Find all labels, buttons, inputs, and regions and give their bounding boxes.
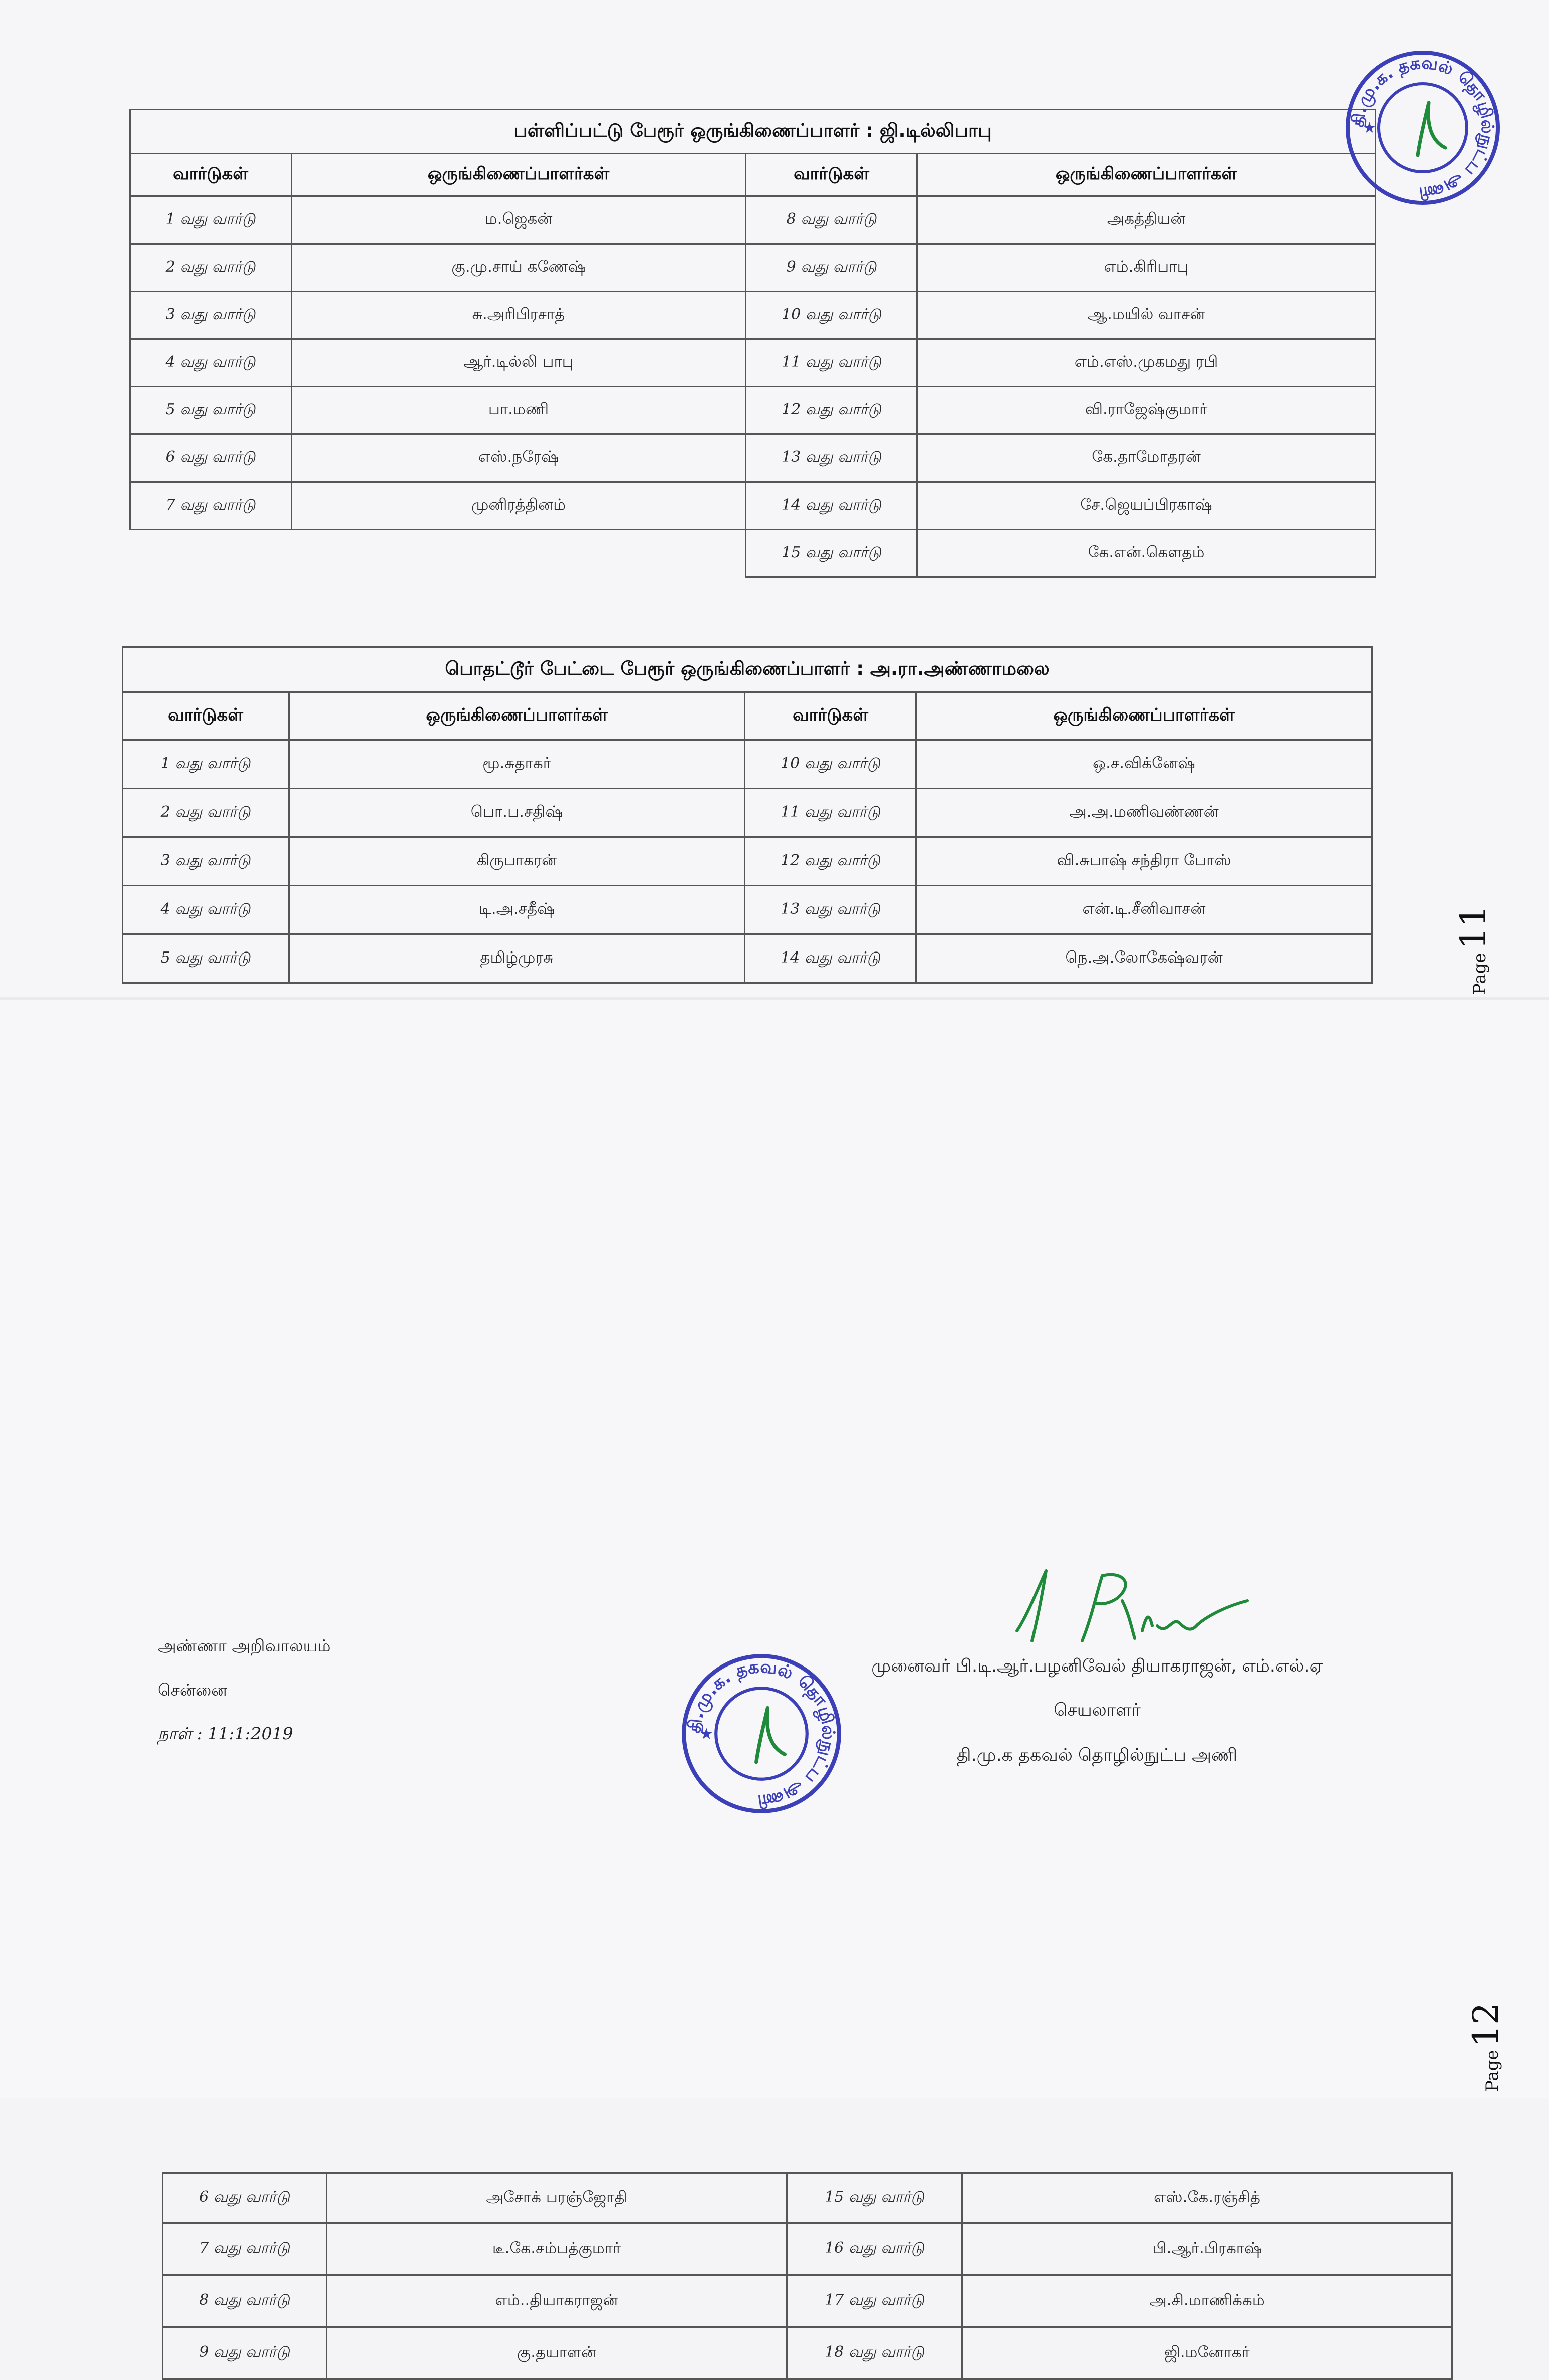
ward-cell: 2 வது வார்டு (130, 244, 292, 292)
page-number: Page12 (1465, 2002, 1506, 2092)
coordinator-cell: அ.அ.மணிவண்ணன் (916, 789, 1372, 837)
coordinator-cell: டீ.கே.சம்பத்குமார் (327, 2223, 787, 2275)
column-header-wards: வார்டுகள் (130, 154, 292, 196)
coordinator-cell: எஸ்.கே.ரஞ்சித் (962, 2173, 1452, 2223)
ward-cell: 14 வது வார்டு (746, 482, 917, 530)
pothatturpettai-ward-table-continued (162, 2172, 1453, 2380)
coordinator-cell: கு.மு.சாய் கணேஷ் (292, 244, 746, 292)
coordinator-cell: வி.சுபாஷ் சந்திரா போஸ் (916, 837, 1372, 886)
footer-city: சென்னை (158, 1680, 228, 1700)
coordinator-cell: கே.தாமோதரன் (917, 434, 1376, 482)
column-header-coordinators: ஒருங்கிணைப்பாளர்கள் (289, 692, 745, 740)
ward-cell: 1 வது வார்டு (130, 196, 292, 244)
stamp-text: தி.மு.க. தகவல் தொழில்நுட்ப அணி (684, 1656, 839, 1812)
signatory-name: முனைவர் பி.டி.ஆர்.பழனிவேல் தியாகராஜன், எம்.எல்.ஏ (871, 1656, 1323, 1676)
footer-place: அண்ணா அறிவாலயம் (158, 1636, 331, 1655)
coordinator-cell: என்.டி.சீனிவாசன் (916, 886, 1372, 934)
coordinator-cell: ஆ.மயில் வாசன் (917, 292, 1376, 339)
ward-cell: 1 வது வார்டு (123, 740, 289, 789)
column-header-coordinators: ஒருங்கிணைப்பாளர்கள் (917, 154, 1376, 196)
coordinator-cell: அகத்தியன் (917, 196, 1376, 244)
column-header-coordinators: ஒருங்கிணைப்பாளர்கள் (292, 154, 746, 196)
table-row (130, 530, 1376, 577)
table-row (130, 292, 1376, 339)
coordinator-cell: அசோக் பரஞ்ஜோதி (327, 2173, 787, 2223)
coordinator-cell: கு.தயாளன் (327, 2327, 787, 2379)
table-row (123, 740, 1372, 789)
pallipattu-ward-table (129, 109, 1376, 578)
coordinator-cell: கே.என்.கௌதம் (917, 530, 1376, 577)
table-row (130, 196, 1376, 244)
ward-cell: 14 வது வார்டு (745, 934, 916, 983)
svg-text:★: ★ (699, 1725, 713, 1743)
ward-cell: 6 வது வார்டு (130, 434, 292, 482)
stamp-text: தி.மு.க. தகவல் தொழில்நுட்ப அணி (1348, 53, 1498, 204)
coordinator-cell: ஜி.மனோகர் (962, 2327, 1452, 2379)
ward-cell: 15 வது வார்டு (787, 2173, 962, 2223)
ward-cell: 8 வது வார்டு (746, 196, 917, 244)
page-12 (0, 1000, 1549, 2361)
coordinator-cell: நெ.அ.லோகேஷ்வரன் (916, 934, 1372, 983)
coordinator-cell: தமிழ்முரசு (289, 934, 745, 983)
ward-cell: 4 வது வார்டு (123, 886, 289, 934)
ward-cell: 17 வது வார்டு (787, 2275, 962, 2327)
ward-cell: 10 வது வார்டு (746, 292, 917, 339)
ward-cell: 9 வது வார்டு (163, 2327, 327, 2379)
column-header-wards: வார்டுகள் (745, 692, 916, 740)
coordinator-cell: சே.ஜெயப்பிரகாஷ் (917, 482, 1376, 530)
ward-cell: 4 வது வார்டு (130, 339, 292, 387)
ward-cell: 10 வது வார்டு (745, 740, 916, 789)
ward-cell: 7 வது வார்டு (163, 2223, 327, 2275)
ward-cell: 12 வது வார்டு (746, 387, 917, 434)
table-title: பொதட்டூர் பேட்டை பேரூர் ஒருங்கிணைப்பாளர் : அ.ரா.அண்ணாமலை (123, 647, 1372, 692)
coordinator-cell: பி.ஆர்.பிரகாஷ் (962, 2223, 1452, 2275)
table-row (123, 837, 1372, 886)
coordinator-cell: எஸ்.நரேஷ் (292, 434, 746, 482)
column-header-wards: வார்டுகள் (123, 692, 289, 740)
page-11 (0, 0, 1549, 1000)
column-header-coordinators: ஒருங்கிணைப்பாளர்கள் (916, 692, 1372, 740)
page-number: Page11 (1453, 905, 1494, 995)
ward-cell: 3 வது வார்டு (130, 292, 292, 339)
coordinator-cell: வி.ராஜேஷ்குமார் (917, 387, 1376, 434)
table-row (163, 2327, 1452, 2379)
ward-cell: 9 வது வார்டு (746, 244, 917, 292)
ward-cell: 6 வது வார்டு (163, 2173, 327, 2223)
coordinator-cell: கிருபாகரன் (289, 837, 745, 886)
table-row (130, 339, 1376, 387)
coordinator-cell: மூ.சுதாகர் (289, 740, 745, 789)
ward-cell: 11 வது வார்டு (746, 339, 917, 387)
table-row (163, 2275, 1452, 2327)
signatory-organisation: தி.மு.க தகவல் தொழில்நுட்ப அணி (956, 1745, 1238, 1765)
ward-cell: 13 வது வார்டு (745, 886, 916, 934)
dmk-it-wing-stamp (1343, 48, 1503, 208)
coordinator-cell: ம.ஜெகன் (292, 196, 746, 244)
ward-cell: 12 வது வார்டு (745, 837, 916, 886)
ward-cell: 16 வது வார்டு (787, 2223, 962, 2275)
ward-cell: 18 வது வார்டு (787, 2327, 962, 2379)
ward-cell: 13 வது வார்டு (746, 434, 917, 482)
coordinator-cell: டி.அ.சதீஷ் (289, 886, 745, 934)
svg-text:★: ★ (1363, 119, 1376, 137)
ward-cell: 11 வது வார்டு (745, 789, 916, 837)
coordinator-cell: எம்.எஸ்.முகமது ரபி (917, 339, 1376, 387)
table-row (130, 434, 1376, 482)
signature (1007, 1556, 1257, 1656)
coordinator-cell: எம்.கிரிபாபு (917, 244, 1376, 292)
column-header-wards: வார்டுகள் (746, 154, 917, 196)
coordinator-cell: ஆர்.டில்லி பாபு (292, 339, 746, 387)
table-row (163, 2223, 1452, 2275)
table-row (130, 387, 1376, 434)
coordinator-cell: அ.சி.மாணிக்கம் (962, 2275, 1452, 2327)
table-row (123, 886, 1372, 934)
table-row (123, 934, 1372, 983)
coordinator-cell: பா.மணி (292, 387, 746, 434)
coordinator-cell: சு.அரிபிரசாத் (292, 292, 746, 339)
coordinator-cell: ஒ.ச.விக்னேஷ் (916, 740, 1372, 789)
ward-cell: 8 வது வார்டு (163, 2275, 327, 2327)
table-row (123, 789, 1372, 837)
signatory-designation: செயலாளர் (1054, 1700, 1141, 1720)
ward-cell: 5 வது வார்டு (123, 934, 289, 983)
table-row (163, 2173, 1452, 2223)
coordinator-cell: முனிரத்தினம் (292, 482, 746, 530)
pothatturpettai-ward-table (122, 646, 1373, 984)
table-row (130, 482, 1376, 530)
ward-cell: 15 வது வார்டு (746, 530, 917, 577)
table-title: பள்ளிப்பட்டு பேரூர் ஒருங்கிணைப்பாளர் : ஜி.டில்லிபாபு (130, 110, 1376, 154)
ward-cell: 7 வது வார்டு (130, 482, 292, 530)
coordinator-cell: பொ.ப.சதிஷ் (289, 789, 745, 837)
table-row (130, 244, 1376, 292)
coordinator-cell: எம்..தியாகராஜன் (327, 2275, 787, 2327)
ward-cell: 2 வது வார்டு (123, 789, 289, 837)
footer-date: நாள் : 11:1:2019 (158, 1724, 293, 1743)
ward-cell: 3 வது வார்டு (123, 837, 289, 886)
ward-cell: 5 வது வார்டு (130, 387, 292, 434)
